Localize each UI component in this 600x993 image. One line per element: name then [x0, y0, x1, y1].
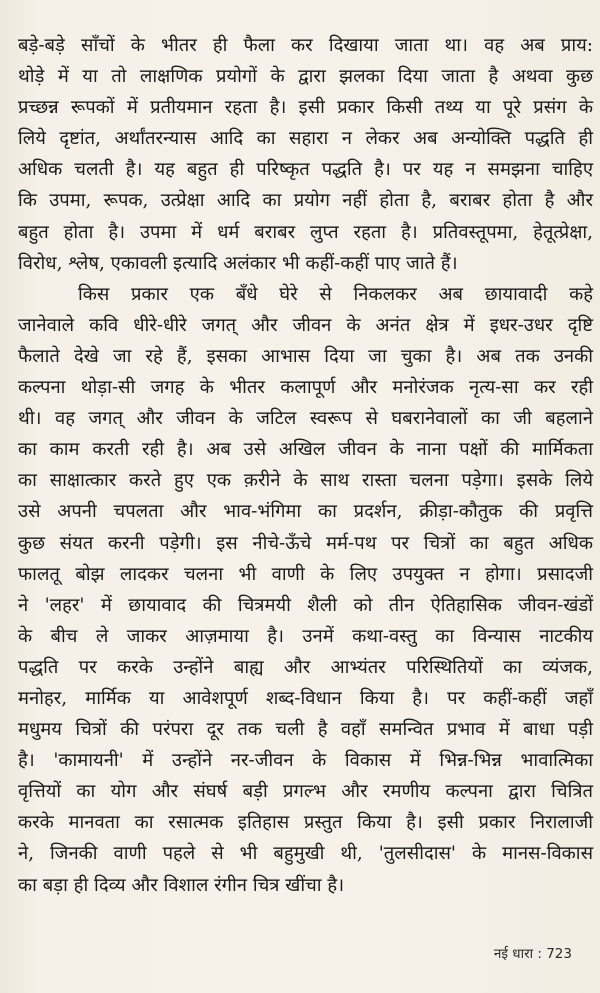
- text-line: उसे अपनी चपलता और भाव-भंगिमा का प्रदर्शन, क्रीड़ा-कौतुक की प्रवृत्ति: [18, 501, 593, 523]
- text-line: ने 'लहर' में छायावाद की चित्रमयी शैली को तीन ऐतिहासिक जीवन-खंडों: [18, 594, 593, 616]
- text-line: करके मानवता का रसात्मक इतिहास प्रस्तुत किया है। इसी प्रकार निरालाजी: [18, 812, 593, 834]
- text-line: के बीच ले जाकर आज़माया है। उनमें कथा-वस्तु का विन्यास नाटकीय: [18, 625, 593, 647]
- text-line-paragraph-start: किस प्रकार एक बँधे घेरे से निकलकर अब छायावादी कहे: [78, 283, 593, 305]
- text-line: कल्पना थोड़ा-सी जगह के भीतर कलापूर्ण और मनोरंजक नृत्य-सा कर रही: [18, 377, 593, 399]
- text-line: वृत्तियों का योग और संघर्ष बड़ी प्रगल्भ और रमणीय कल्पना द्वारा चित्रित: [18, 781, 593, 803]
- text-line: फालतू बोझ लादकर चलना भी वाणी के लिए उपयुक्त न होगा। प्रसादजी: [18, 563, 593, 585]
- text-line: प्रच्छन्न रूपकों में प्रतीयमान रहता है। इसी प्रकार किसी तथ्य या पूरे प्रसंग के: [18, 97, 593, 119]
- text-line: का साक्षात्कार करते हुए एक क़रीने के साथ रास्ता चलना पड़ेगा। इसके लिये: [18, 470, 593, 492]
- text-line: का काम करती रही है। अब उसे अखिल जीवन के नाना पक्षों की मार्मिकता: [18, 439, 593, 461]
- page-footer: नई धारा : 723: [493, 946, 572, 962]
- text-line: मनोहर, मार्मिक या आवेशपूर्ण शब्द-विधान किया है। पर कहीं-कहीं जहाँ: [18, 687, 593, 709]
- text-line: कि उपमा, रूपक, उत्प्रेक्षा आदि का प्रयोग नहीं होता है, बराबर होता है और: [18, 190, 593, 212]
- text-line: पद्धति पर करके उन्होंने बाह्य और आभ्यंतर परिस्थितियों का व्यंजक,: [18, 656, 593, 678]
- text-line-paragraph-end: का बड़ा ही दिव्य और विशाल रंगीन चित्र खींचा है।: [18, 874, 345, 896]
- text-line-paragraph-end: विरोध, श्लेष, एकावली इत्यादि अलंकार भी कहीं-कहीं पाए जाते हैं।: [18, 252, 458, 274]
- text-line: थी। वह जगत् और जीवन के जटिल स्वरूप से घबरानेवालों का जी बहलाने: [18, 408, 593, 430]
- text-line: अधिक चलती है। यह बहुत ही परिष्कृत पद्धति है। पर यह न समझना चाहिए: [18, 159, 593, 181]
- text-line: ने, जिनकी वाणी पहले से भी बहुमुखी थी, 'तुलसीदास' के मानस-विकास: [18, 843, 593, 865]
- text-line: जानेवाले कवि धीरे-धीरे जगत् और जीवन के अनंत क्षेत्र में इधर-उधर दृष्टि: [18, 314, 593, 336]
- text-line: लिये दृष्टांत, अर्थांतरन्यास आदि का सहारा न लेकर अब अन्योक्ति पद्धति ही: [18, 128, 593, 150]
- text-line: बड़े-बड़े साँचों के भीतर ही फैला कर दिखाया जाता था। वह अब प्राय:: [18, 35, 593, 56]
- text-line: कुछ संयत करनी पड़ेगी। इस नीचे-ऊँचे मर्म-पथ पर चित्रों का बहुत अधिक: [18, 532, 593, 554]
- text-line: है। 'कामायनी' में उन्होंने नर-जीवन के विकास में भिन्न-भिन्न भावात्मिका: [18, 750, 593, 772]
- text-line: मधुमय चित्रों की परंपरा दूर तक चली है वहाँ समन्वित प्रभाव में बाधा पड़ी: [18, 719, 593, 741]
- text-line: बहुत होता है। उपमा में धर्म बराबर लुप्त रहता है। प्रतिवस्तूपमा, हेतूत्प्रेक्षा,: [18, 221, 593, 243]
- text-line: फैलाते देखे जा रहे हैं, इसका आभास दिया जा चुका है। अब तक उनकी: [18, 345, 593, 367]
- text-line: थोड़े में या तो लाक्षणिक प्रयोगों के द्वारा झलका दिया जाता है अथवा कुछ: [18, 66, 593, 88]
- body-text: [18, 30, 593, 901]
